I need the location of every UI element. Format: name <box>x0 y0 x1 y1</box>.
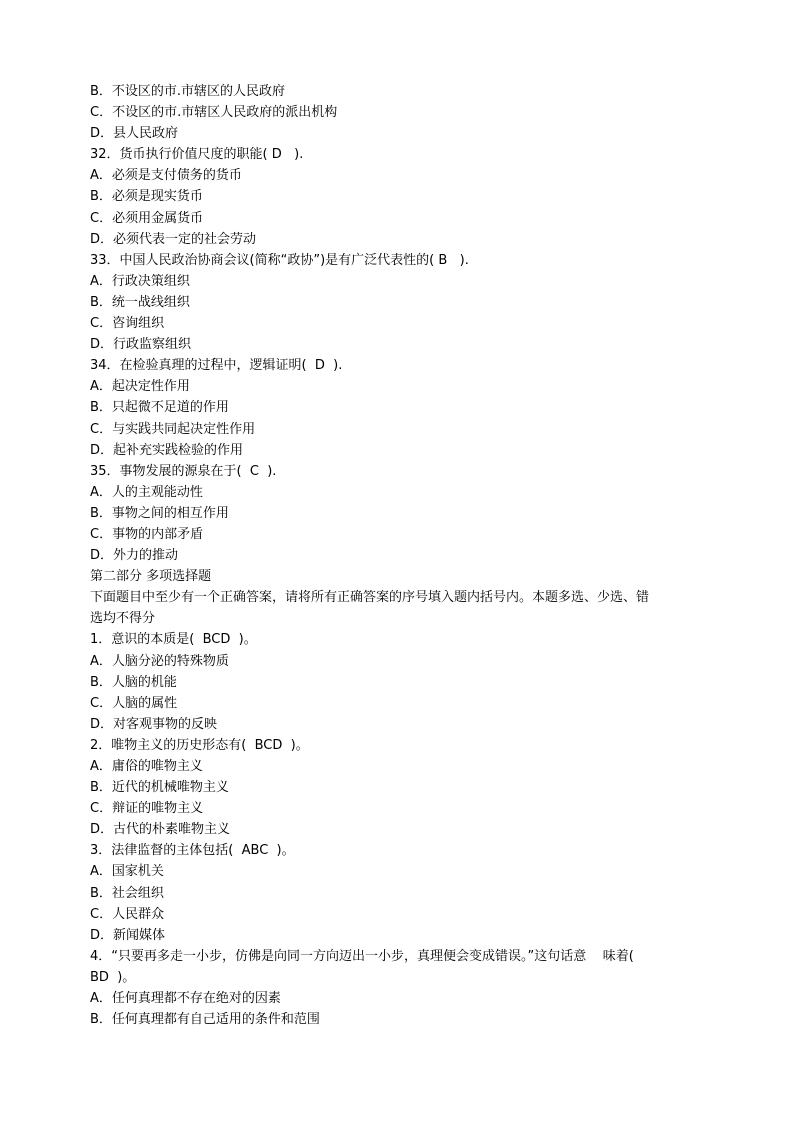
text-line: 选均不得分 <box>90 611 156 627</box>
option-line: C．咨询组织 <box>90 316 165 332</box>
option-line: C．辩证的唯物主义 <box>90 801 204 817</box>
option-line: B．只起微不足道的作用 <box>90 400 229 416</box>
option-line: C．不设区的市.市辖区人民政府的派出机构 <box>90 105 338 121</box>
option-line: A．起决定性作用 <box>90 379 190 395</box>
option-line: B．任何真理都有自己适用的条件和范围 <box>90 1012 320 1028</box>
option-line: B．人脑的机能 <box>90 674 177 690</box>
option-line: A．必须是支付债务的货币 <box>90 168 242 184</box>
option-line: A．庸俗的唯物主义 <box>90 759 203 774</box>
option-line: B．近代的机械唯物主义 <box>90 780 229 796</box>
question-line: 34．在检验真理的过程中，逻辑证明( D ). <box>90 358 343 374</box>
question-line: 2．唯物主义的历史形态有( BCD )。 <box>90 737 309 753</box>
document-page <box>90 81 710 1030</box>
text-line: 第二部分 多项选择题 <box>90 569 212 585</box>
option-line: D．新闻媒体 <box>90 927 166 943</box>
option-line: D．古代的朴素唯物主义 <box>90 822 231 838</box>
question-line: 32．货币执行价值尺度的职能( D ). <box>90 147 304 163</box>
question-line: 33．中国人民政治协商会议(简称“政协”)是有广泛代表性的( B ). <box>90 252 469 268</box>
option-line: C．人民群众 <box>90 906 165 922</box>
option-line: A．人的主观能动性 <box>90 484 203 500</box>
option-line: B．不设区的市.市辖区的人民政府 <box>90 84 286 99</box>
option-line: D．行政监察组织 <box>90 337 192 353</box>
text-line: BD )。 <box>90 969 136 985</box>
question-line: 1．意识的本质是( BCD )。 <box>90 632 257 648</box>
question-line: 4．“只要再多走一小步，仿佛是向同一方向迈出一小步，真理便会变成错误。”这句话意 味着( <box>90 948 634 964</box>
option-line: A．任何真理都不存在绝对的因素 <box>90 991 281 1007</box>
text-line: 下面题目中至少有一个正确答案，请将所有正确答案的序号填入题内括号内。本题多选、少选、错 <box>90 590 650 606</box>
option-line: B．必须是现实货币 <box>90 189 203 205</box>
option-line: D．必须代表一定的社会劳动 <box>90 231 257 247</box>
option-line: A．国家机关 <box>90 864 164 880</box>
option-line: C．人脑的属性 <box>90 695 178 711</box>
option-line: C．必须用金属货币 <box>90 210 204 226</box>
question-line: 3．法律监督的主体包括( ABC )。 <box>90 843 295 859</box>
option-line: D．对客观事物的反映 <box>90 716 218 732</box>
option-line: B．统一战线组织 <box>90 294 190 310</box>
question-line: 35．事物发展的源泉在于( C ). <box>90 463 277 479</box>
option-line: C．与实践共同起决定性作用 <box>90 421 256 437</box>
option-line: A．人脑分泌的特殊物质 <box>90 653 229 669</box>
option-line: D．外力的推动 <box>90 548 179 564</box>
option-line: A．行政决策组织 <box>90 273 190 289</box>
option-line: D．县人民政府 <box>90 126 179 142</box>
option-line: B．社会组织 <box>90 885 164 901</box>
option-line: B．事物之间的相互作用 <box>90 505 229 521</box>
option-line: C．事物的内部矛盾 <box>90 526 204 542</box>
option-line: D．起补充实践检验的作用 <box>90 442 244 458</box>
